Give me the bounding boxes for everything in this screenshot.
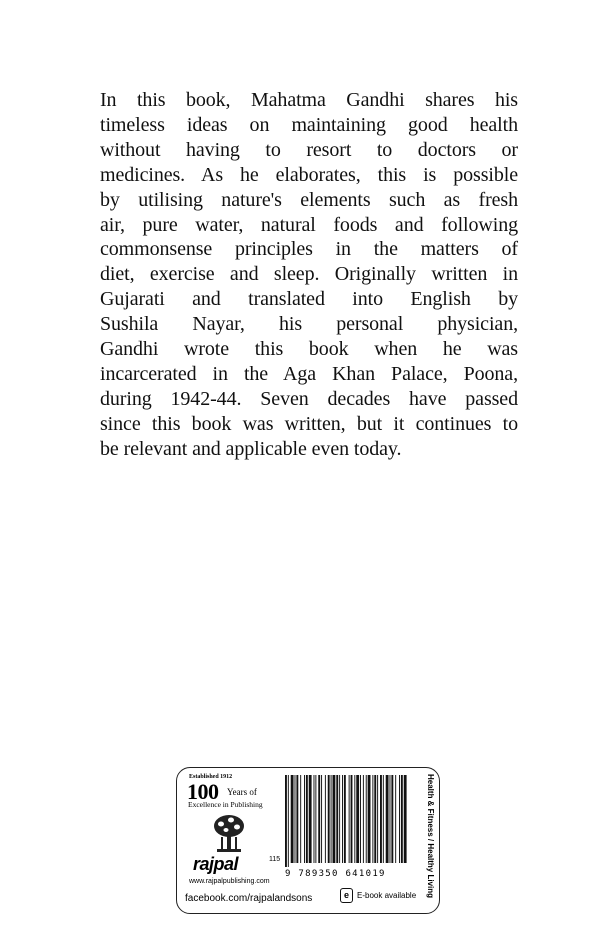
blurb-line: Gujarati and translated into English by (100, 288, 518, 311)
blurb-line: medicines. As he elaborates, this is possible (100, 163, 518, 186)
isbn-number: 9 789350 641019 (285, 869, 386, 879)
publisher-brand-logo: rajpal (193, 854, 239, 874)
years-of-label: Years of (227, 787, 257, 797)
blurb-line: since this book was written, but it continues to (100, 412, 518, 435)
blurb-line: Gandhi wrote this book when he was (100, 338, 518, 361)
tree-logo-icon (211, 813, 247, 855)
website-text: www.rajpalpublishing.com (189, 878, 270, 885)
blurb-line: during 1942-44. Seven decades have passed (100, 387, 518, 410)
blurb-text (100, 88, 518, 462)
publisher-info-box (176, 767, 440, 914)
excellence-label: Excellence in Publishing (188, 800, 263, 809)
category-label: Health & Fitness / Healthy Living (426, 774, 435, 899)
blurb-line: incarcerated in the Aga Khan Palace, Poona, (100, 362, 518, 385)
blurb-line: Sushila Nayar, his personal physician, (100, 313, 518, 336)
blurb-line: In this book, Mahatma Gandhi shares his (100, 89, 518, 111)
anniversary-number: 115 (269, 856, 281, 863)
hundred-years-number: 100 (187, 779, 219, 804)
blurb-line: diet, exercise and sleep. Originally written in (100, 263, 518, 286)
blurb-line: air, pure water, natural foods and following (100, 213, 518, 236)
barcode-icon (283, 775, 410, 867)
facebook-text: facebook.com/rajpalandsons (185, 893, 313, 904)
blurb-line: be relevant and applicable even today. (100, 437, 402, 460)
ebook-icon: e (340, 888, 353, 903)
blurb-line: by utilising nature's elements such as fresh (100, 188, 518, 211)
blurb-line: without having to resort to doctors or (100, 138, 518, 161)
ebook-label: E-book available (357, 891, 417, 900)
established-label: Established 1912 (189, 774, 233, 780)
blurb-line: commonsense principles in the matters of (100, 238, 518, 261)
blurb-line: timeless ideas on maintaining good health (100, 113, 518, 136)
